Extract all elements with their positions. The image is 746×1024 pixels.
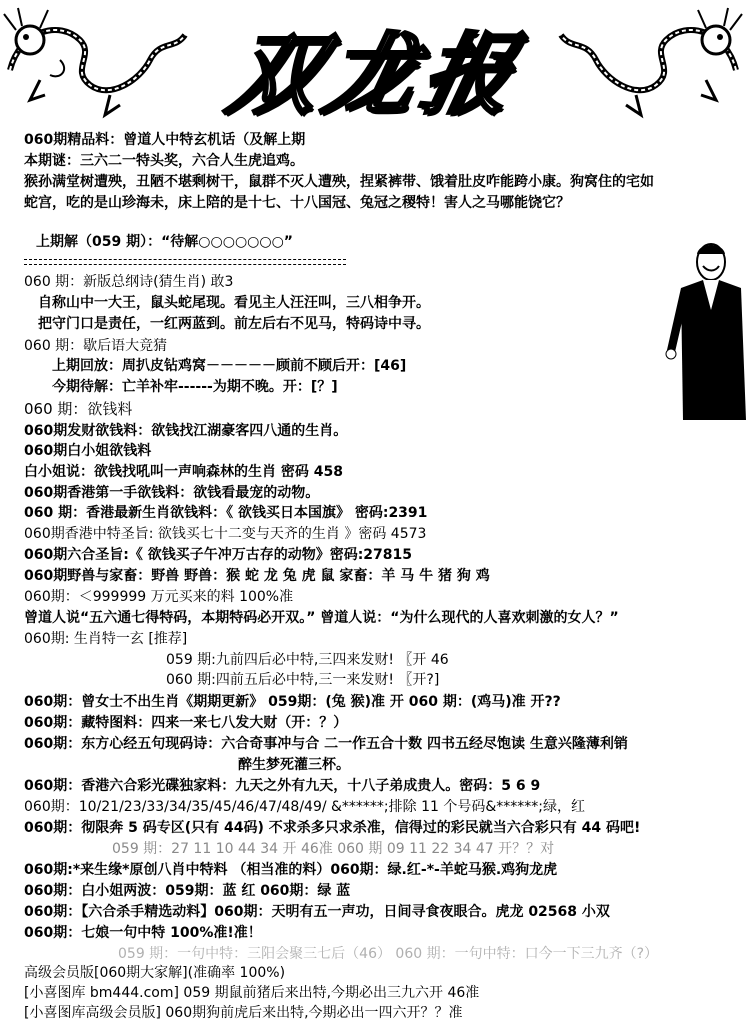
line-money-heading: 060 期：欲钱料	[24, 400, 133, 418]
line-hk-first: 060期香港第一手欲钱料：欲钱看最宠的动物。	[24, 485, 320, 501]
line-heart-sutra-1: 060期：东方心经五句现码诗：六合奇事冲与合 二一作五合十数 四书五经尽饱读 生意兴隆薄利销	[24, 736, 628, 752]
dragon-icon	[556, 0, 746, 120]
line-poem-heading: 060 期：新版总纲诗(猜生肖) 敢3	[24, 274, 234, 290]
line-reincarnation: 060期:*来生缘*原创八肖中特料 （相当准的料）060期：绿.红-*-羊蛇马猴.鸡狗龙虎	[24, 862, 558, 878]
line-zodiac-059: 059 期:九前四后必中特,三四来发财! 〖开 46	[166, 652, 449, 668]
line-idiom-last: 上期回放：周扒皮钻鸡窝－－－－－顾前不顾后开：[46]	[52, 358, 407, 374]
line-idiom-this: 今期待解：亡羊补牢------为期不晚。开：[？]	[52, 379, 338, 395]
line-expensive-tip: 060期：＜999999 万元买来的料 100%准	[24, 589, 294, 605]
dragon-icon	[0, 0, 190, 120]
line-exclude-numbers: 060期：10/21/23/33/34/35/45/46/47/48/49/ &******;排除 11 个号码&******;绿，红	[24, 799, 585, 815]
separator-line	[24, 259, 346, 265]
line-liuhe-decree: 060期六合圣旨:《 欲钱买子午冲万古存的动物》密码:27815	[24, 547, 412, 563]
line-codes-results: 059 期：27 11 10 44 34 开 46准 060 期 09 11 22 34 47 开？？对	[112, 841, 555, 857]
line-hk-newest: 060 期：香港最新生肖欲钱料：《 欲钱买日本国旗》 密码:2391	[24, 505, 428, 521]
line-riddle-text-1: 猴孙满堂树遭殃，丑陋不堪剩树干，鼠群不灭人遭殃，捏紧裤带、饿着肚皮咋能跨小康。狗窝住的宅如	[24, 174, 654, 190]
line-killer-pick: 060期：【六合杀手精选动料】060期：天明有五一声功，日间寻食夜眼合。虎龙 02568 小双	[24, 904, 610, 920]
line-xiaoxi-060: [小喜图库高级会员版] 060期狗前虎后来出特,今期必出一四六开？？准	[24, 1005, 463, 1021]
line-zeng-says: 曾道人说“五六通七得特码，本期特码必开双。” 曾道人说：“为什么现代的人喜欢刺激的女人？”	[24, 610, 619, 626]
line-riddle: 本期谜：三六二一特头奖，六合人生虎追鸡。	[24, 153, 304, 169]
line-bai-says: 白小姐说：欲钱找吼叫一声响森林的生肖 密码 458	[24, 464, 343, 480]
line-featured-material: 060期精品料：曾道人中特玄机话（及解上期	[24, 132, 306, 148]
line-idiom-heading: 060 期：歇后语大竞猜	[24, 338, 168, 354]
line-seventh-lady: 060期：七娘一句中特 100%准!准！	[24, 925, 262, 941]
line-zodiac-060: 060 期:四前五后必中特,三一来发财! 〖开?]	[166, 672, 440, 688]
masthead-title: 双龙报	[220, 22, 531, 126]
line-ms-zeng: 060期：曾女士不出生肖《期期更新》 059期：(兔 猴)准 开 060 期：(鸡马)准 开??	[24, 694, 561, 710]
line-cd-exclusive: 060期：香港六合彩光碟独家料：九天之外有九天，十八子弟成贵人。密码：5 6 9	[24, 778, 541, 794]
line-premium-member: 高级会员版[060期大家解](准确率 100%)	[24, 965, 286, 981]
line-xiaoxi-059: [小喜图库 bm444.com] 059 期鼠前猪后来出特,今期必出三九六开 46准	[24, 985, 480, 1001]
line-hidden-picture: 060期：藏特图料：四来一来七八发大财（开：？）	[24, 715, 348, 731]
line-heart-sutra-2: 醉生梦死灌三杯。	[238, 757, 350, 773]
line-bai-two-waves: 060期：白小姐两波：059期：蓝 红 060期：绿 蓝	[24, 883, 351, 899]
line-last-answer: 上期解（059 期）：“待解○○○○○○○”	[36, 234, 294, 250]
line-bai-heading: 060期白小姐欲钱料	[24, 443, 152, 459]
line-poem-2: 把守门口是责任，一红两蓝到。前左后右不见马，特码诗中寻。	[38, 316, 430, 332]
line-money-fortune: 060期发财欲钱料：欲钱找江湖豪客四八通的生肖。	[24, 423, 348, 439]
line-zodiac-heading: 060期: 生肖特一玄 [推荐]	[24, 631, 188, 647]
line-hk-decree: 060期香港中特圣旨: 欲钱买七十二变与天齐的生肖 》密码 4573	[24, 526, 427, 542]
man-in-suit-illustration	[663, 240, 746, 420]
line-5-codes: 060期：彻限奔 5 码专区(只有 44码) 不求杀多只求杀准，信得过的彩民就当六合彩只有 44 码吧!	[24, 820, 641, 836]
line-wild-domestic: 060期野兽与家畜：野兽 野兽：猴 蛇 龙 兔 虎 鼠 家畜：羊 马 牛 猪 狗 鸡	[24, 568, 490, 584]
line-poem-1: 自称山中一大王，鼠头蛇尾现。看见主人汪汪叫，三八相争开。	[38, 295, 430, 311]
line-one-sentence: 059 期：一句中特：三阳会聚三七后（46） 060 期：一句中特：口今一下三九齐（?）	[118, 946, 659, 962]
line-riddle-text-2: 蛇宫，吃的是山珍海未，床上陪的是十七、十八国冠、兔冠之稷特！害人之马哪能饶它？	[24, 195, 570, 211]
